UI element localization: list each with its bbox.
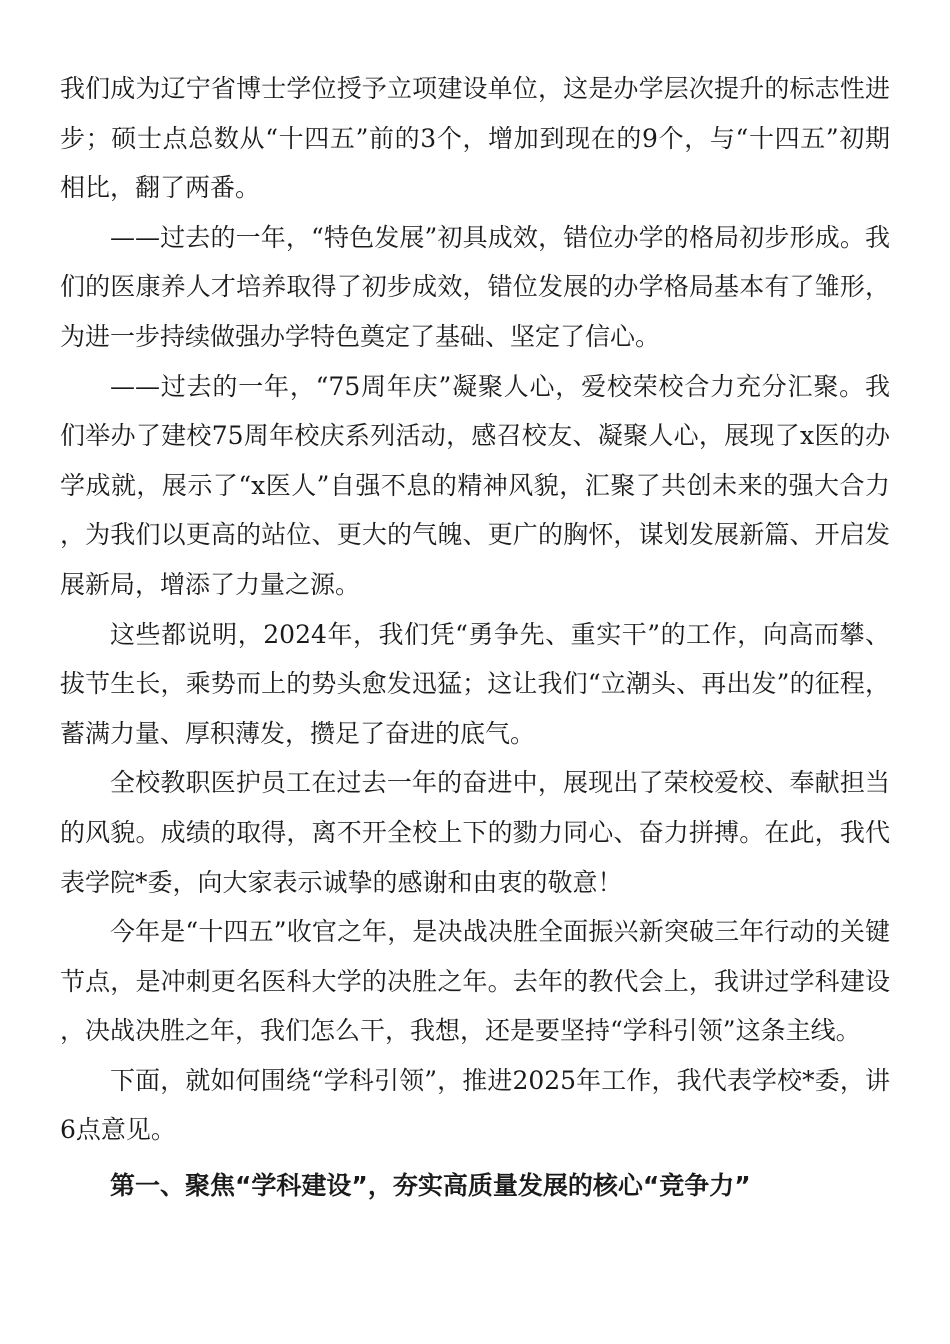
paragraph-75th-anniversary: ——过去的一年，“75周年庆”凝聚人心，爱校荣校合力充分汇聚。我们举办了建校75周年校庆系列活动，感召校友、凝聚人心，展现了x医的办学成就，展示了“x医人”自强不息的精神风貌，汇聚了共创未来的强大合力，为我们以更高的站位、更大的气魄、更广的胸怀，谋划发展新篇、开启发展新局，增添了力量之源。 [60, 371, 890, 599]
paragraph-featured-development: ——过去的一年，“特色发展”初具成效，错位办学的格局初步形成。我们的医康养人才培养取得了初步成效，错位发展的办学格局基本有了雏形，为进一步持续做强办学特色奠定了基础、坚定了信心。 [60, 222, 890, 351]
paragraph-summary-2024: 这些都说明，2024年，我们凭“勇争先、重实干”的工作，向高而攀、拔节生长，乘势而上的势头愈发迅猛；这让我们“立潮头、再出发”的征程，蓄满力量、厚积薄发，攒足了奋进的底气。 [60, 619, 890, 748]
paragraph-six-opinions: 下面，就如何围绕“学科引领”，推进2025年工作，我代表学校*委，讲6点意见。 [60, 1065, 890, 1145]
paragraph-thanks: 全校教职医护员工在过去一年的奋进中，展现出了荣校爱校、奉献担当的风貌。成绩的取得，离不开全校上下的勠力同心、奋力拼搏。在此，我代表学院*委，向大家表示诚挚的感谢和由衷的敬意！ [60, 768, 890, 897]
paragraph-final-year: 今年是“十四五”收官之年，是决战决胜全面振兴新突破三年行动的关键节点，是冲刺更名医科大学的决胜之年。去年的教代会上，我讲过学科建设，决战决胜之年，我们怎么干，我想，还是要坚持“学科引领”这条主线。 [60, 917, 890, 1046]
section-heading-discipline-building: 第一、聚焦“学科建设”，夯实高质量发展的核心“竞争力” [110, 1171, 751, 1201]
paragraph-doctoral-degree: 我们成为辽宁省博士学位授予立项建设单位，这是办学层次提升的标志性进步；硕士点总数从“十四五”前的3个，增加到现在的9个，与“十四五”初期相比，翻了两番。 [60, 74, 890, 203]
